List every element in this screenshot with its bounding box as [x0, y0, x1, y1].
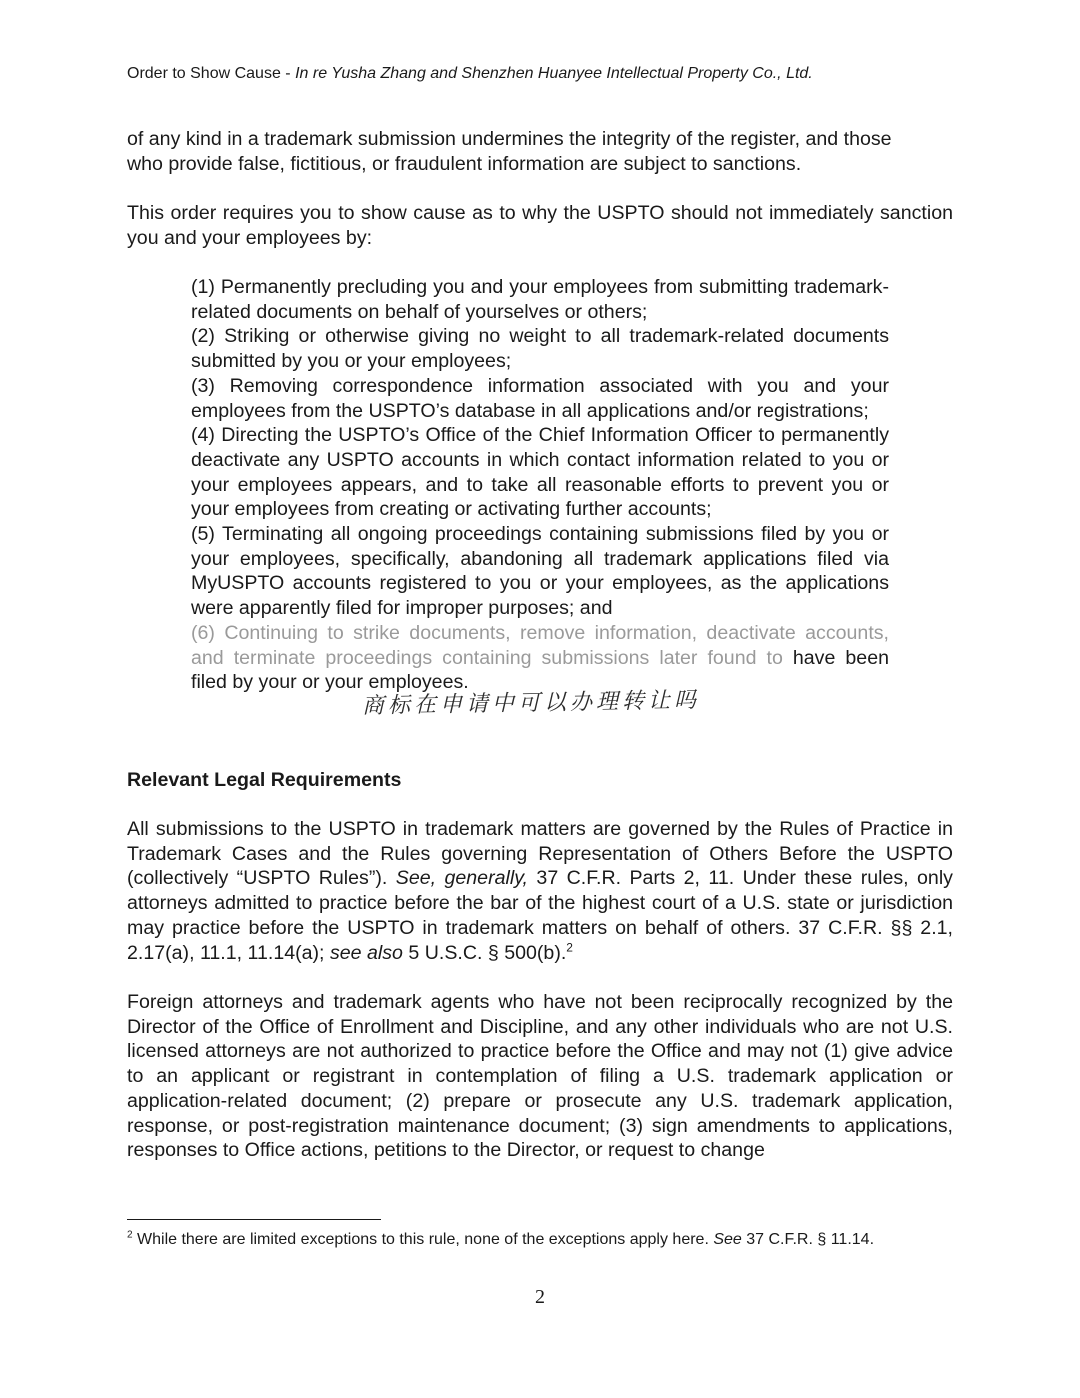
citation-signal: see also	[329, 941, 403, 964]
sanction-item-2: (2) Striking or otherwise giving no weight to all trademark-related documents submitted by you or your employees;	[191, 325, 889, 373]
running-header	[127, 63, 953, 85]
header-case-title: In re Yusha Zhang and Shenzhen Huanyee Intellectual Property Co., Ltd.	[295, 65, 813, 82]
sanction-item-1: (1) Permanently precluding you and your employees from submitting trademark-related documents on behalf of yourselves or others;	[191, 276, 889, 323]
paragraph-register-integrity	[127, 127, 953, 176]
footnote	[127, 1229, 917, 1250]
sanction-item-6-end: have been filed by your or your employees.	[191, 646, 889, 694]
sanction-item-3: (3) Removing correspondence information associated with you and your employees from the USPTO’s database in all applications and/or registrations;	[191, 374, 889, 422]
page-number: 2	[535, 1286, 545, 1308]
paragraph-usptorules	[127, 817, 953, 965]
citation-signal: See	[713, 1231, 742, 1248]
citation-signal: See, generally,	[395, 867, 528, 890]
section-heading: Relevant Legal Requirements	[127, 769, 402, 791]
paragraph-show-cause: This order requires you to show cause as to why the USPTO should not immediately sanction you and your employees by:	[127, 202, 953, 249]
paragraph-text: 5 U.S.C. § 500(b).	[402, 941, 567, 964]
footnote-reference[interactable]: 2	[566, 939, 573, 954]
footnote-text: While there are limited exceptions to this rule, none of the exceptions apply here.	[132, 1231, 714, 1248]
paragraph-foreign-attorneys: Foreign attorneys and trademark agents who have not been reciprocally recognized by the Director of the Office of Enrollment and Discipline, and any other individuals who are not U.S. licensed attorneys are not authorized to practice before the Office and may not (1) give advice to an applicant or registrant in contemplation of filing a U.S. trademark application or application-related document; (2) prepare or prosecute any U.S. trademark application, response, or post-registration maintenance document; (3) sign amendments to applications, responses to Office actions, petitions to the Director, or request to change	[127, 991, 953, 1162]
footnote-number: 2	[127, 1229, 133, 1241]
sanctions-list	[191, 275, 889, 695]
handwritten-watermark: 商标在申请中可以办理转让吗	[361, 688, 701, 719]
footnote-text: 37 C.F.R. § 11.14.	[741, 1231, 875, 1248]
paragraph-line: of any kind in a trademark submission undermines the integrity of the register, and those	[127, 128, 892, 150]
header-prefix: Order to Show Cause -	[127, 65, 296, 82]
sanction-item-5: (5) Terminating all ongoing proceedings containing submissions filed by you or your employees, specifically, abandoning all trademark applications filed via MyUSPTO accounts registered to you or your employees, as the applications were apparently filed for improper purposes; and	[191, 523, 889, 620]
sanction-item-6-faded: (6) Continuing to strike documents, remove information, deactivate accounts, and terminate proceedings containing submissions later found to	[191, 621, 889, 669]
sanction-item-4: (4) Directing the USPTO’s Office of the Chief Information Officer to permanently deactivate any USPTO accounts in which contact information related to you or your employees appears, and to take all reasonable efforts to prevent you or your employees from creating or activating further accounts;	[191, 424, 889, 521]
paragraph-text: 37 C.F.R. Parts 2, 11. Under these rules, only attorneys admitted to practice before the bar of the highest court of a U.S. state or jurisdiction may practice before the USPTO in trademark matters on behalf of others. 37 C.F.R. §§ 2.1, 2.17(a), 11.1, 11.14(a);	[127, 867, 953, 964]
sanction-item-6	[191, 621, 889, 695]
paragraph-text: All submissions to the USPTO in trademark matters are governed by the Rules of Practice in Trademark Cases and the Rules governing Representation of Others Before the USPTO (collectively “USPTO Rules”).	[127, 818, 953, 890]
paragraph-line: who provide false, fictitious, or fraudulent information are subject to sanctions.	[127, 152, 802, 175]
footnote-separator	[127, 1219, 381, 1220]
